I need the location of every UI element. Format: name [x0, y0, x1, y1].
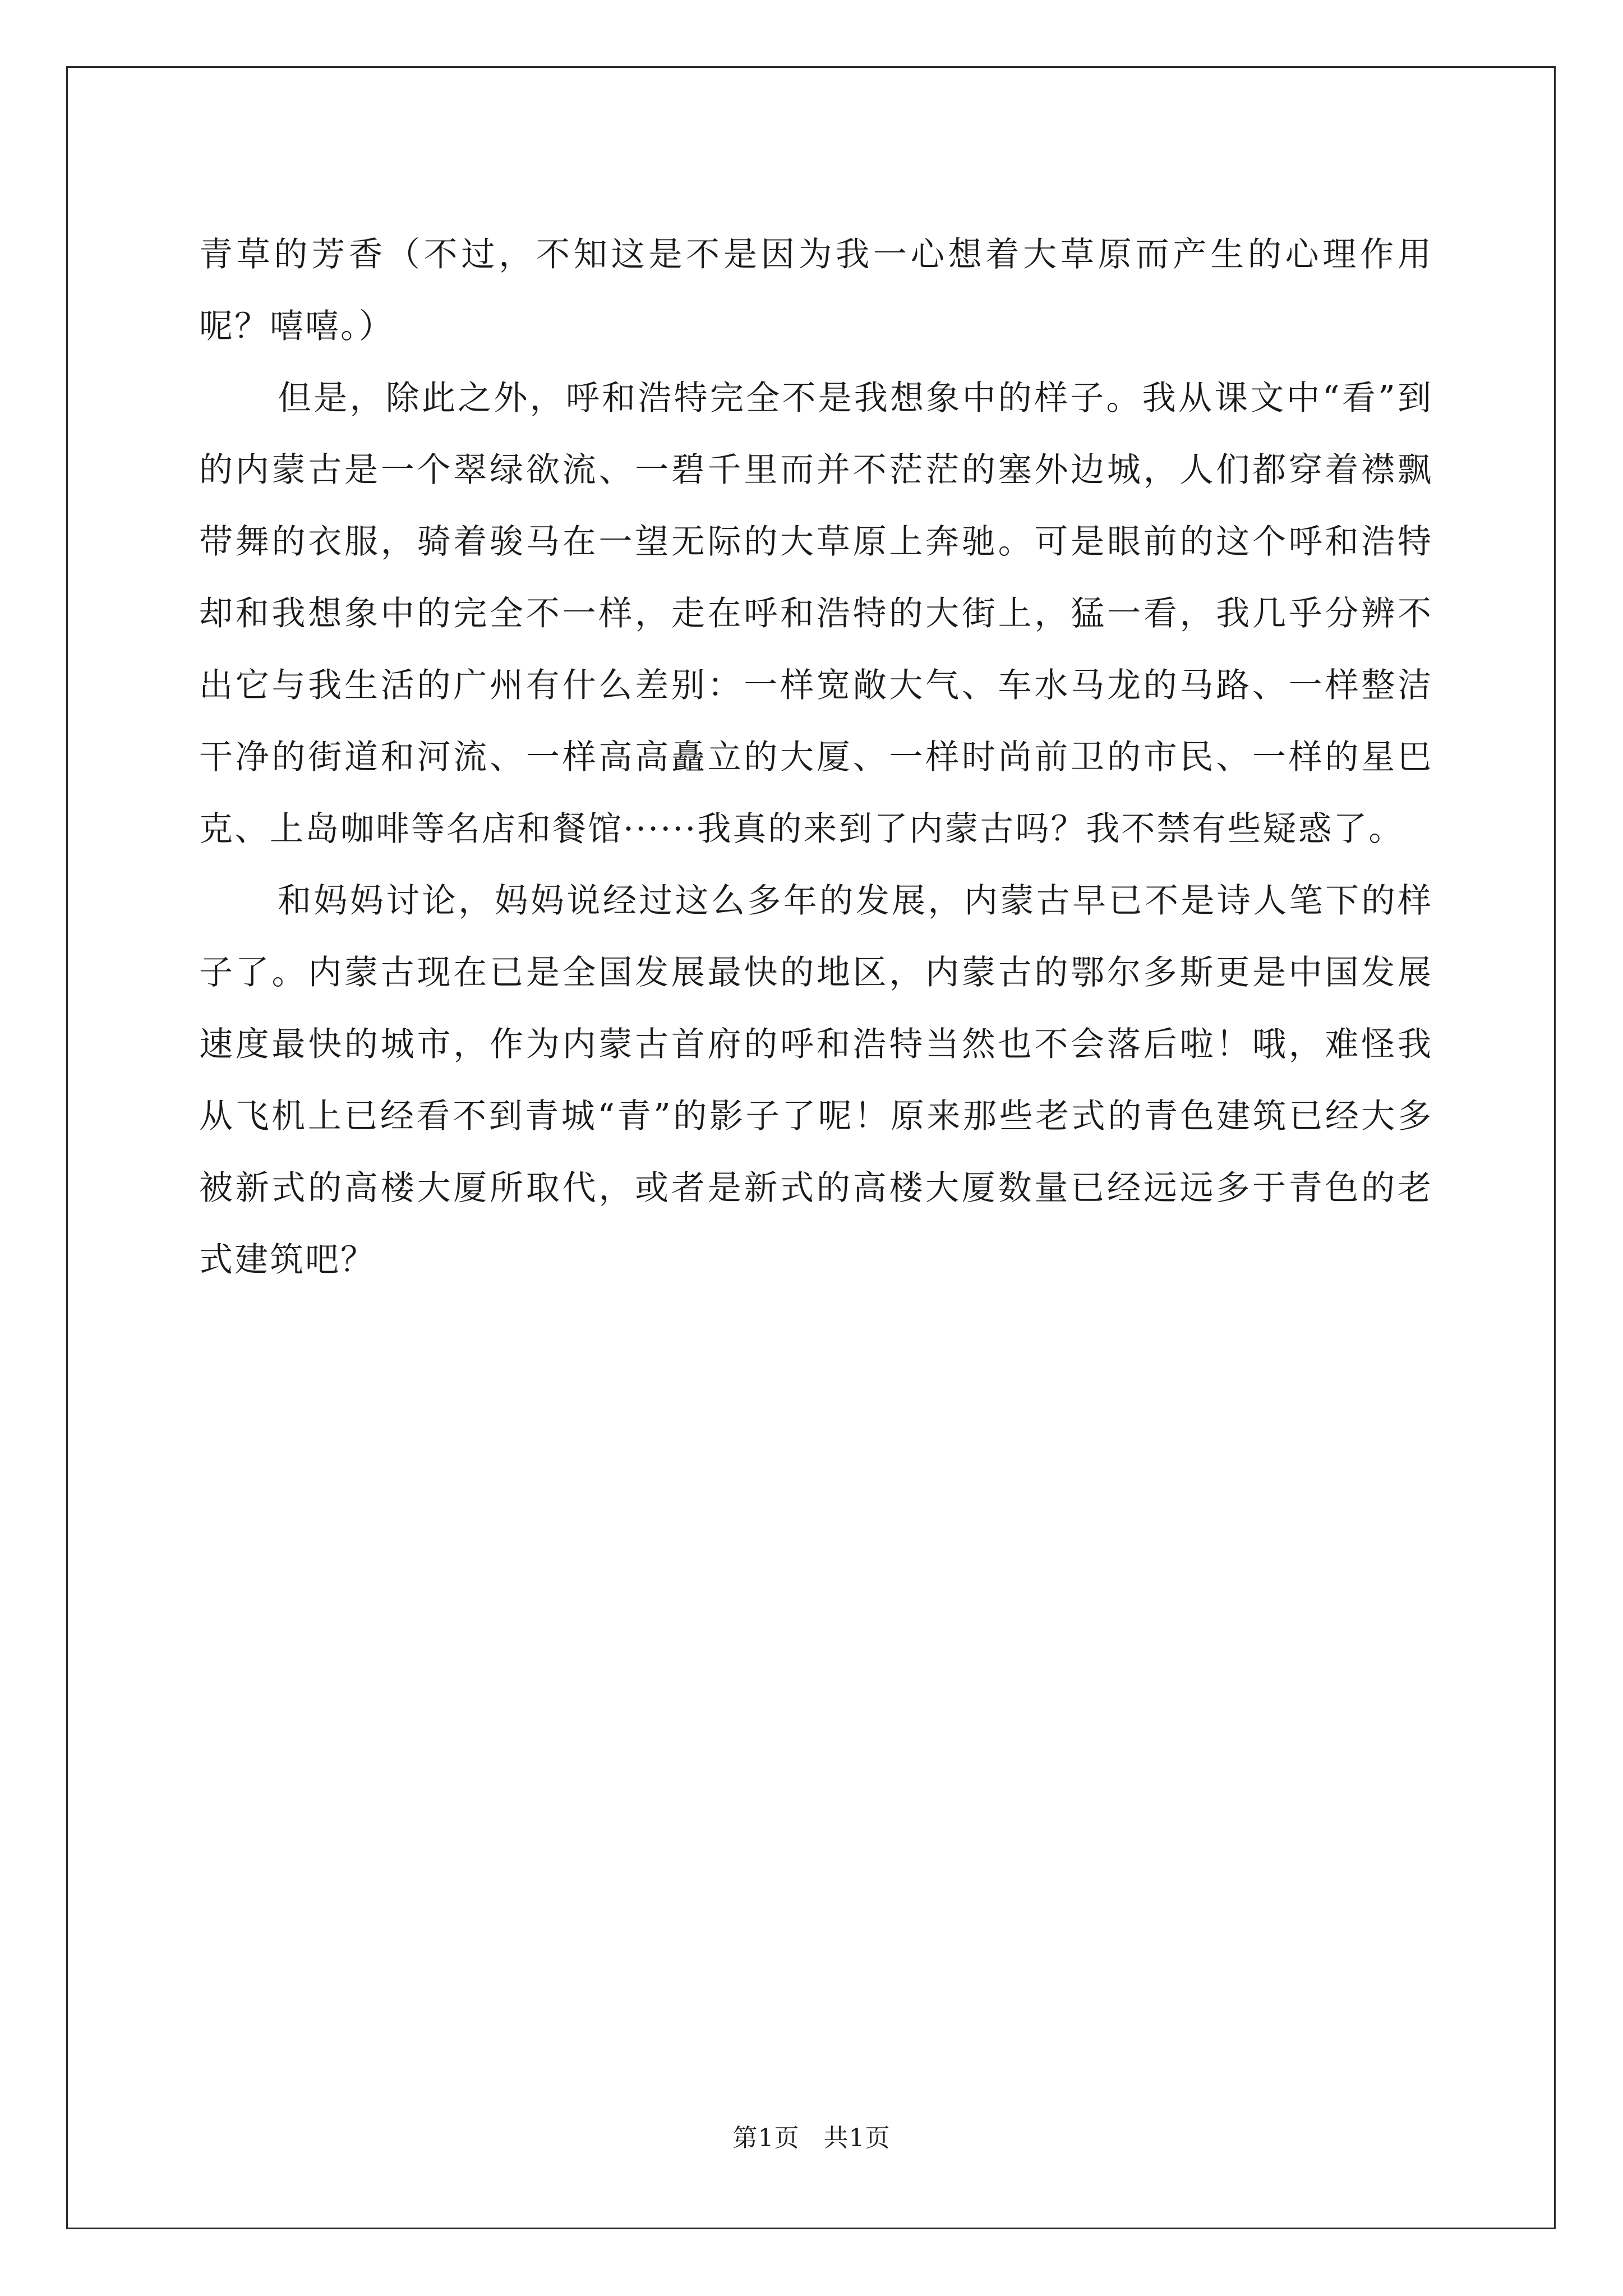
paragraph-2: 但是，除此之外，呼和浩特完全不是我想象中的样子。我从课文中“看”到的内蒙古是一个翠绿欲流、一碧千里而并不茫茫的塞外边城，人们都穿着襟飘带舞的衣服，骑着骏马在一望无际的大草原上奔驰。可是眼前的这个呼和浩特却和我想象中的完全不一样，走在呼和浩特的大街上，猛一看，我几乎分辨不出它与我生活的广州有什么差别：一样宽敞大气、车水马龙的马路、一样整洁干净的街道和河流、一样高高矗立的大厦、一样时尚前卫的市民、一样的星巴克、上岛咖啡等名店和餐馆······我真的来到了内蒙古吗？我不禁有些疑惑了。	[199, 379, 1433, 849]
page-number-total: 共1页	[823, 2124, 891, 2152]
paragraph-3: 和妈妈讨论，妈妈说经过这么多年的发展，内蒙古早已不是诗人笔下的样子了。内蒙古现在已是全国发展最快的地区，内蒙古的鄂尔多斯更是中国发展速度最快的城市，作为内蒙古首府的呼和浩特当然也不会落后啦！哦，难怪我从飞机上已经看不到青城“青”的影子了呢！原来那些老式的青色建筑已经大多被新式的高楼大厦所取代，或者是新式的高楼大厦数量已经远远多于青色的老式建筑吧？	[199, 881, 1433, 1280]
document-body	[199, 219, 1433, 1296]
paragraph-1: 青草的芳香（不过，不知这是不是因为我一心想着大草原而产生的心理作用呢？嘻嘻。）	[199, 235, 1433, 346]
page-number-current: 第1页	[732, 2124, 800, 2152]
page-footer	[0, 2118, 1623, 2154]
